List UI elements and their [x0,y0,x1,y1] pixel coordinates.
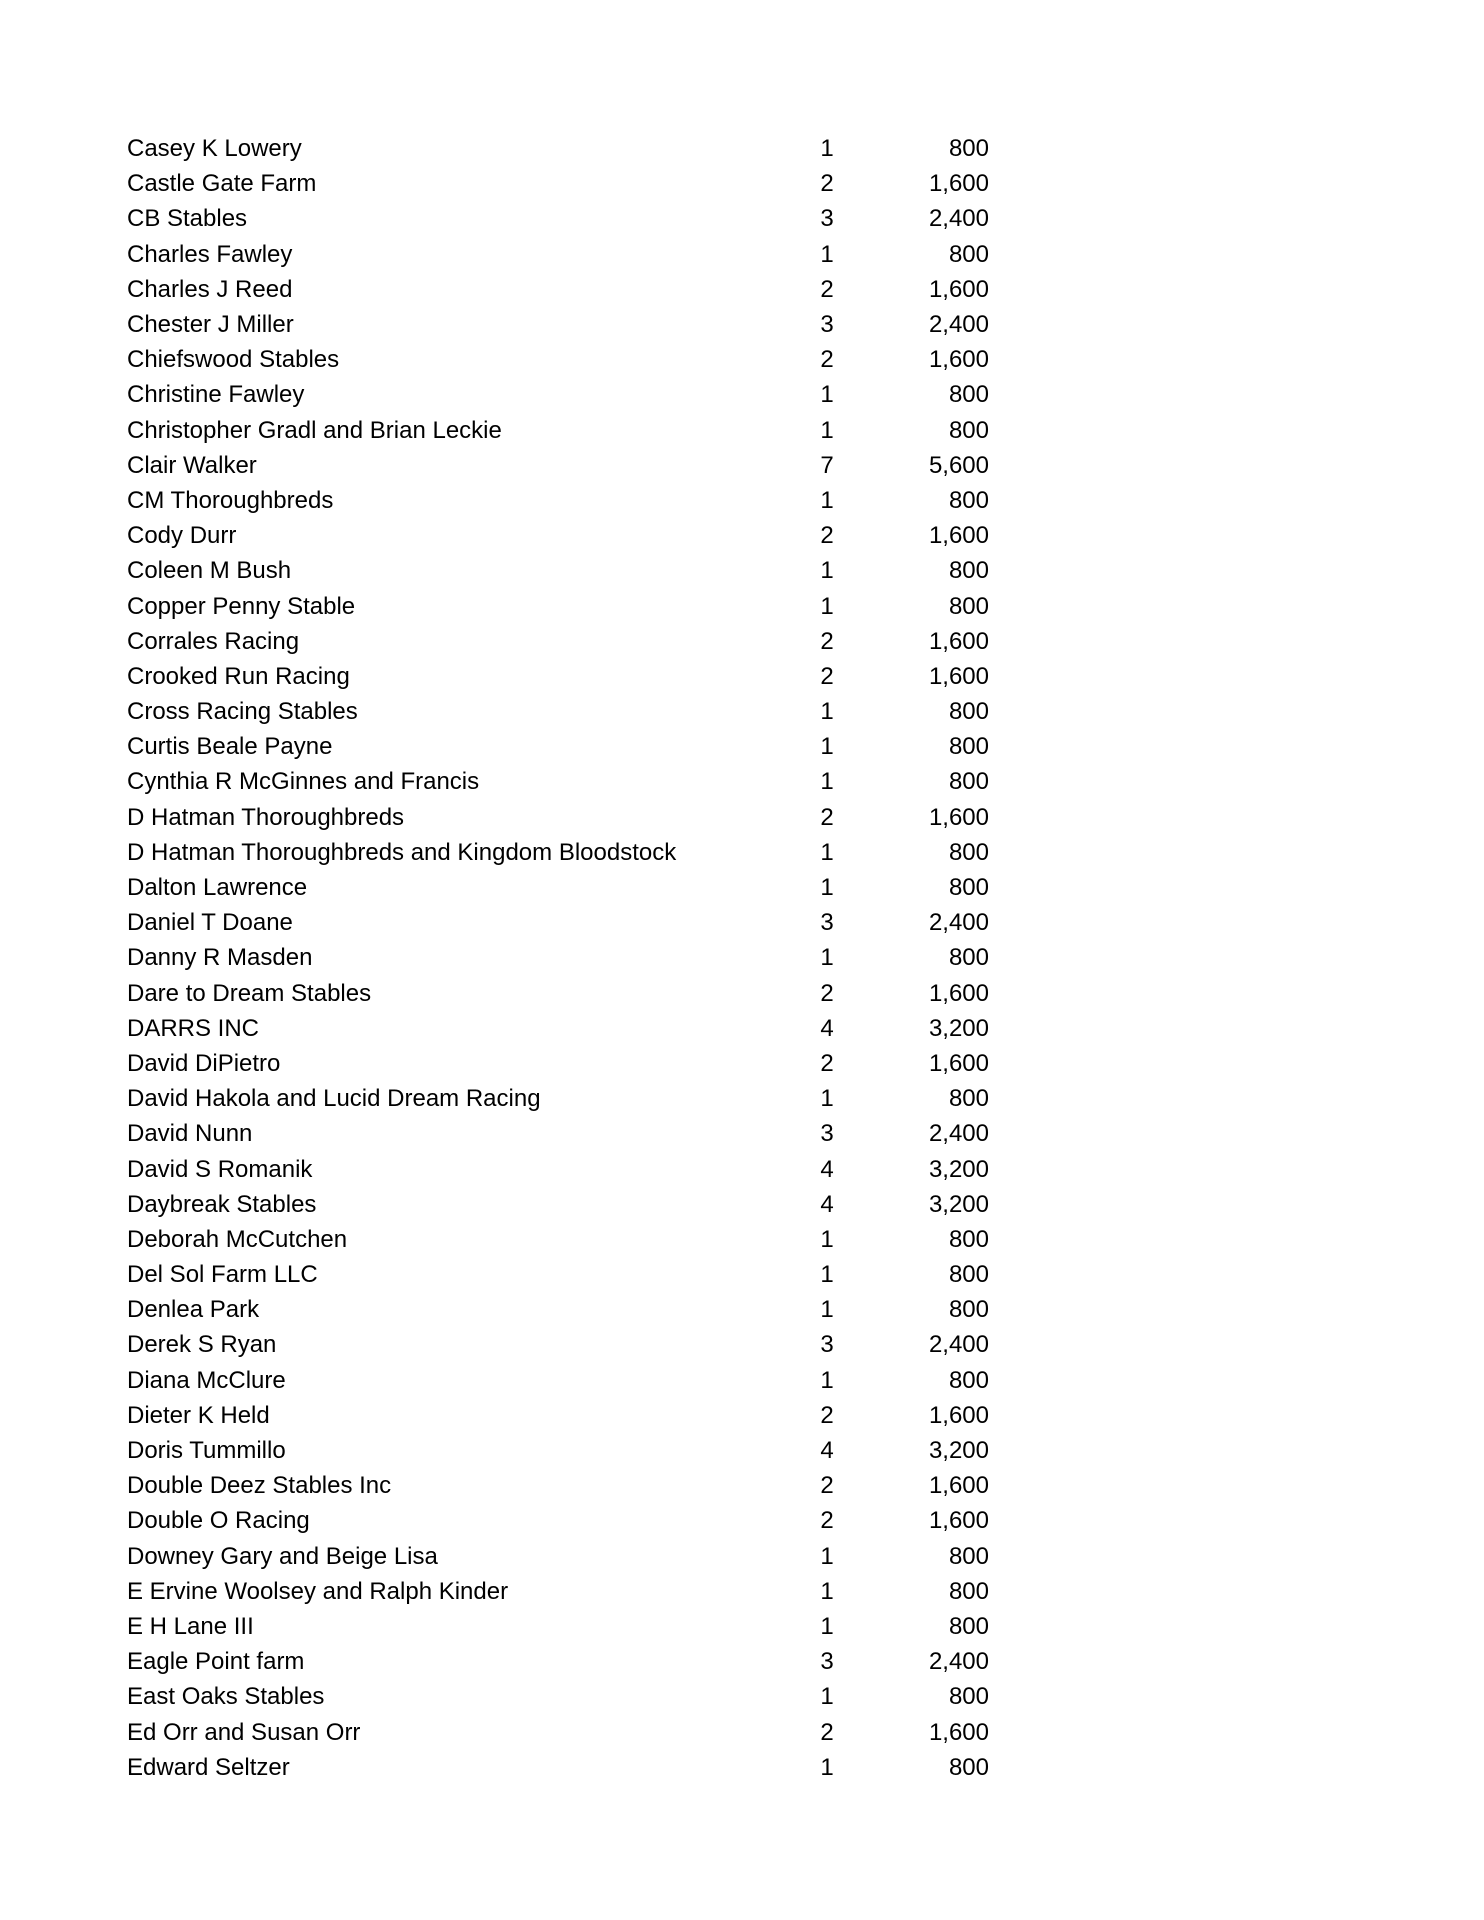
table-row [127,870,1007,905]
amount-value: 3,200 [928,1437,989,1465]
table-row [127,237,1007,272]
owner-name: Copper Penny Stable [127,592,356,620]
starts-count: 4 [820,1437,834,1465]
owner-name: Charles J Reed [127,275,293,303]
table-row [127,835,1007,870]
owner-name: Castle Gate Farm [127,170,317,198]
table-row [127,624,1007,659]
starts-count: 1 [820,135,834,163]
starts-count: 1 [820,416,834,444]
amount-value: 2,400 [928,1648,989,1676]
table-row [127,272,1007,307]
owner-name: Dalton Lawrence [127,874,308,902]
amount-value: 2,400 [928,311,989,339]
table-row [127,1750,1007,1785]
table-row [127,448,1007,483]
owner-name: David DiPietro [127,1049,281,1077]
amount-value: 800 [948,135,989,163]
table-row [127,201,1007,236]
amount-value: 800 [948,838,989,866]
amount-value: 800 [948,592,989,620]
table-row [127,940,1007,975]
starts-count: 1 [820,1683,834,1711]
starts-count: 1 [820,1542,834,1570]
amount-value: 1,600 [928,979,989,1007]
amount-value: 800 [948,1753,989,1781]
starts-count: 1 [820,1225,834,1253]
amount-value: 5,600 [928,451,989,479]
owner-name: Corrales Racing [127,627,300,655]
starts-count: 2 [820,803,834,831]
table-row [127,976,1007,1011]
table-row [127,1644,1007,1679]
owner-name: Charles Fawley [127,240,293,268]
table-row [127,1468,1007,1503]
amount-value: 800 [948,1612,989,1640]
starts-count: 1 [820,838,834,866]
starts-count: 1 [820,1577,834,1605]
owner-name: Chester J Miller [127,311,294,339]
starts-count: 1 [820,698,834,726]
table-row [127,729,1007,764]
table-row [127,1116,1007,1151]
owner-name: Del Sol Farm LLC [127,1261,318,1289]
amount-value: 800 [948,1542,989,1570]
table-row [127,377,1007,412]
owner-name: E H Lane III [127,1612,254,1640]
starts-count: 1 [820,240,834,268]
amount-value: 1,600 [928,1718,989,1746]
amount-value: 800 [948,1577,989,1605]
owner-name: Cynthia R McGinnes and Francis [127,768,480,796]
amount-value: 800 [948,1683,989,1711]
table-row [127,1363,1007,1398]
table-row [127,307,1007,342]
starts-count: 3 [820,1648,834,1676]
table-row [127,518,1007,553]
owner-name: Curtis Beale Payne [127,733,333,761]
starts-count: 1 [820,557,834,585]
owner-name: Eagle Point farm [127,1648,305,1676]
starts-count: 3 [820,205,834,233]
amount-value: 800 [948,768,989,796]
starts-count: 1 [820,874,834,902]
owner-name: DARRS INC [127,1014,260,1042]
amount-value: 800 [948,1261,989,1289]
owner-table [127,131,1007,1785]
starts-count: 1 [820,1366,834,1394]
table-row [127,1081,1007,1116]
starts-count: 3 [820,311,834,339]
amount-value: 3,200 [928,1155,989,1183]
starts-count: 2 [820,1507,834,1535]
amount-value: 1,600 [928,803,989,831]
owner-name: Daybreak Stables [127,1190,317,1218]
owner-name: Denlea Park [127,1296,260,1324]
amount-value: 2,400 [928,1331,989,1359]
table-row [127,1679,1007,1714]
owner-name: Casey K Lowery [127,135,302,163]
amount-value: 1,600 [928,627,989,655]
amount-value: 800 [948,1296,989,1324]
starts-count: 2 [820,346,834,374]
table-row [127,694,1007,729]
owner-name: CM Thoroughbreds [127,486,334,514]
starts-count: 1 [820,768,834,796]
owner-name: Clair Walker [127,451,257,479]
table-row [127,1257,1007,1292]
owner-name: Derek S Ryan [127,1331,277,1359]
table-row [127,905,1007,940]
table-row [127,131,1007,166]
table-row [127,1539,1007,1574]
table-row [127,659,1007,694]
amount-value: 2,400 [928,1120,989,1148]
amount-value: 1,600 [928,662,989,690]
owner-name: David Nunn [127,1120,253,1148]
amount-value: 800 [948,1366,989,1394]
starts-count: 1 [820,1296,834,1324]
owner-name: Downey Gary and Beige Lisa [127,1542,438,1570]
starts-count: 2 [820,1718,834,1746]
table-row [127,1574,1007,1609]
amount-value: 1,600 [928,1507,989,1535]
starts-count: 1 [820,1085,834,1113]
starts-count: 1 [820,733,834,761]
owner-name: David Hakola and Lucid Dream Racing [127,1085,541,1113]
starts-count: 2 [820,979,834,1007]
starts-count: 2 [820,522,834,550]
table-row [127,1187,1007,1222]
owner-name: Double Deez Stables Inc [127,1472,392,1500]
table-row [127,764,1007,799]
table-row [127,1292,1007,1327]
amount-value: 800 [948,240,989,268]
amount-value: 1,600 [928,170,989,198]
starts-count: 2 [820,662,834,690]
table-row [127,800,1007,835]
starts-count: 2 [820,1049,834,1077]
table-row [127,1046,1007,1081]
owner-name: Crooked Run Racing [127,662,350,690]
starts-count: 3 [820,1120,834,1148]
owner-name: Cody Durr [127,522,237,550]
starts-count: 4 [820,1014,834,1042]
owner-name: Doris Tummillo [127,1437,286,1465]
owner-name: Coleen M Bush [127,557,292,585]
table-row [127,1011,1007,1046]
owner-name: Double O Racing [127,1507,310,1535]
starts-count: 1 [820,944,834,972]
amount-value: 2,400 [928,205,989,233]
owner-name: Daniel T Doane [127,909,293,937]
owner-name: Chiefswood Stables [127,346,340,374]
table-row [127,1222,1007,1257]
owner-name: Dare to Dream Stables [127,979,372,1007]
table-row [127,553,1007,588]
amount-value: 800 [948,381,989,409]
starts-count: 2 [820,275,834,303]
amount-value: 800 [948,698,989,726]
amount-value: 800 [948,1085,989,1113]
owner-name: D Hatman Thoroughbreds and Kingdom Bloodstock [127,838,677,866]
table-row [127,1609,1007,1644]
owner-name: Danny R Masden [127,944,313,972]
table-row [127,166,1007,201]
table-row [127,1433,1007,1468]
owner-name: Diana McClure [127,1366,286,1394]
amount-value: 1,600 [928,1472,989,1500]
starts-count: 4 [820,1155,834,1183]
owner-name: CB Stables [127,205,248,233]
starts-count: 3 [820,1331,834,1359]
table-row [127,342,1007,377]
owner-name: Christine Fawley [127,381,305,409]
owner-name: Ed Orr and Susan Orr [127,1718,361,1746]
table-row [127,1503,1007,1538]
starts-count: 1 [820,486,834,514]
table-row [127,588,1007,623]
amount-value: 3,200 [928,1190,989,1218]
amount-value: 800 [948,1225,989,1253]
amount-value: 800 [948,944,989,972]
amount-value: 1,600 [928,1401,989,1429]
starts-count: 2 [820,170,834,198]
owner-name: David S Romanik [127,1155,313,1183]
starts-count: 2 [820,1401,834,1429]
owner-name: E Ervine Woolsey and Ralph Kinder [127,1577,509,1605]
starts-count: 1 [820,381,834,409]
amount-value: 2,400 [928,909,989,937]
starts-count: 2 [820,627,834,655]
owner-name: East Oaks Stables [127,1683,325,1711]
owner-name: D Hatman Thoroughbreds [127,803,405,831]
starts-count: 1 [820,1261,834,1289]
table-row [127,413,1007,448]
amount-value: 800 [948,874,989,902]
table-row [127,1151,1007,1186]
amount-value: 1,600 [928,1049,989,1077]
table-row [127,483,1007,518]
starts-count: 4 [820,1190,834,1218]
table-row [127,1714,1007,1749]
amount-value: 800 [948,733,989,761]
owner-name: Christopher Gradl and Brian Leckie [127,416,502,444]
starts-count: 1 [820,592,834,620]
starts-count: 1 [820,1612,834,1640]
owner-name: Edward Seltzer [127,1753,290,1781]
owner-name: Cross Racing Stables [127,698,358,726]
amount-value: 3,200 [928,1014,989,1042]
amount-value: 1,600 [928,275,989,303]
amount-value: 800 [948,416,989,444]
amount-value: 1,600 [928,346,989,374]
amount-value: 1,600 [928,522,989,550]
table-row [127,1327,1007,1362]
starts-count: 7 [820,451,834,479]
table-row [127,1398,1007,1433]
starts-count: 3 [820,909,834,937]
starts-count: 1 [820,1753,834,1781]
amount-value: 800 [948,486,989,514]
owner-name: Dieter K Held [127,1401,270,1429]
amount-value: 800 [948,557,989,585]
owner-name: Deborah McCutchen [127,1225,348,1253]
starts-count: 2 [820,1472,834,1500]
